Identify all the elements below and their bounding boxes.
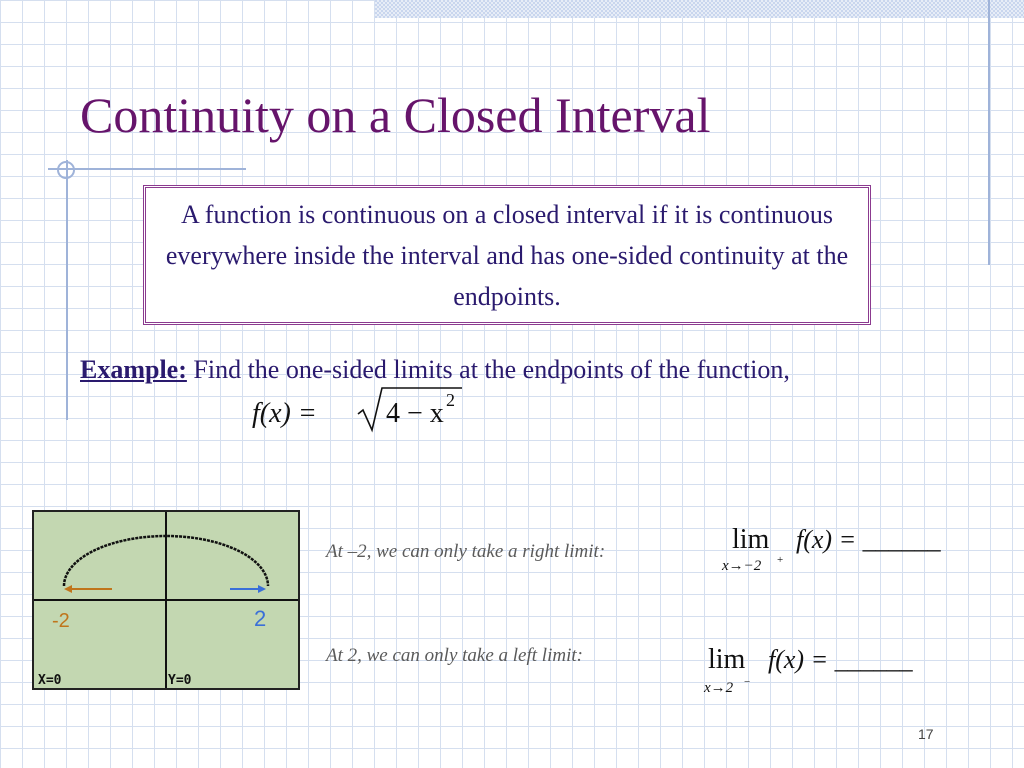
lim-subscript: x→2 <box>704 680 734 696</box>
left-endpoint-label: -2 <box>52 610 70 632</box>
graph-plot <box>34 512 298 688</box>
calculator-graph <box>32 510 300 690</box>
slide-title: Continuity on a Closed Interval <box>80 87 711 143</box>
formula-lhs: f(x) = <box>252 398 317 429</box>
y-readout: Y=0 <box>168 673 192 688</box>
x-readout: X=0 <box>38 673 62 688</box>
lim-expression: f(x) = ______ <box>796 525 941 554</box>
right-arrowhead-icon <box>258 585 266 593</box>
lim-subscript: x→−2 <box>722 558 762 574</box>
definition-box <box>143 185 871 325</box>
right-limit-note: At –2, we can only take a right limit: <box>326 541 606 562</box>
left-limit-note: At 2, we can only take a left limit: <box>326 645 583 666</box>
right-decorative-line <box>988 0 990 265</box>
page-number: 17 <box>918 726 934 742</box>
right-endpoint-label: 2 <box>254 606 267 631</box>
right-limit-expression <box>718 518 1008 578</box>
definition-text: A function is continuous on a closed interval if it is continuous everywhere inside the interval and has one-sided continuity at the endpoints. <box>165 199 849 311</box>
left-decorative-line <box>66 160 68 420</box>
example-label: Example: <box>80 355 187 384</box>
lim-side-sign: + <box>777 554 784 566</box>
formula-exponent: 2 <box>446 390 455 410</box>
lim-keyword: lim <box>732 524 770 555</box>
lim-side-sign: − <box>744 676 751 688</box>
left-limit-expression <box>700 636 1000 698</box>
function-formula <box>250 384 470 434</box>
example-text: Find the one-sided limits at the endpoints of the function, <box>186 355 790 384</box>
top-decorative-band <box>375 0 1024 18</box>
formula-radicand: 4 − x <box>386 398 444 429</box>
left-arrowhead-icon <box>64 585 72 593</box>
crosshair-ornament-icon <box>54 158 78 182</box>
lim-keyword: lim <box>708 644 746 675</box>
lim-expression: f(x) = ______ <box>768 645 913 674</box>
